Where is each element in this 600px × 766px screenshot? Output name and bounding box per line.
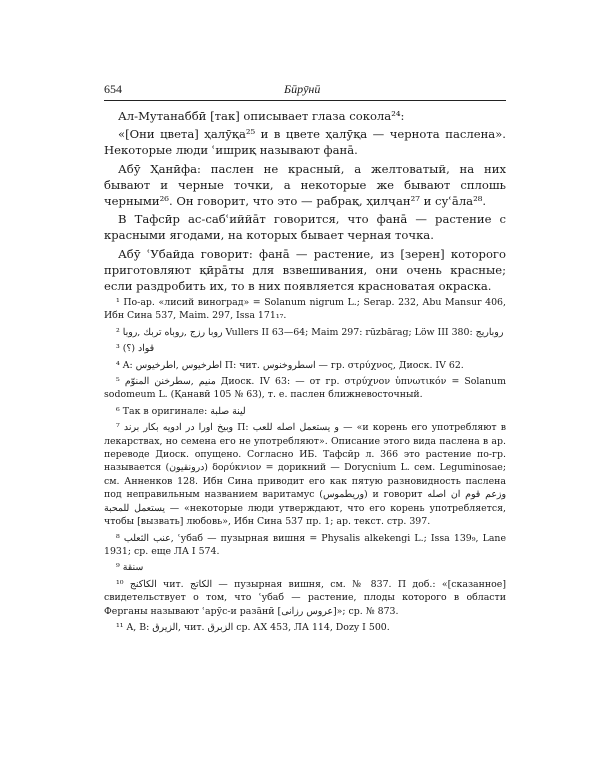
running-title: Бӣрӯнӣ [284, 82, 321, 96]
footnote: ¹¹ A, B: الزيرق, чит. الزبرق ср. АХ 453, ЛА 114, Dozy I 500. [116, 621, 390, 633]
paragraph: Абӯ Ҳанӣфа: паслен не красный, а желтоватый, на них бывают и черные точки, а некоторые же бывают сплошь черными²⁶. Он говорит, что это — рабрақ, ҳилҷан²⁷ и суʿāла²⁸. [104, 161, 506, 209]
footnote: ² روبا رزج ,روباه تربك ,روبا Vullers II 63—64; Maim 297: rūzbārag; Löw III 380: روباريج [116, 326, 504, 338]
footnote: ³ قواد (؟) [116, 343, 155, 355]
paragraph: Ал-Мутанаббӣ [так] описывает глаза сокола²⁴: [118, 109, 405, 123]
footnote: ⁸ عنب الثعلب, ʿубаб — пузырная вишня = Physalis alkekengi L.; Issa 139₉, Lane 1931; ср. еще ЛА I 574. [104, 532, 506, 557]
paragraph: «[Они цвета] ҳалӯқа²⁵ и в цвете ҳалӯқа — чернота паслена». Некоторые люди ʿишриқ называют фанā. [104, 127, 506, 158]
footnote: ⁴ A: اطرخيوس ,اطرخيوس П: чит. اسطروخنوس — гр. στρύχνος, Диоск. IV 62. [116, 359, 464, 371]
footnote: ⁷ وبيخ اورا در ادويه بكار برند П: و يستعمل اصله للعب — «и корень его употребляют в лекарствах, но семена его не употребляют». Описание этого вида паслена в ар. переводе Диоск. опущено. Согласно ИБ. Тафсӣр л. 366 это растение по-гр. называется (درونقيون) δορύκνιον = дорикний — Dorycnium L. сем. Leguminosae; см. Анненков 128. Ибн Сина приводит его как пятую разновидность паслена под неправильным названием варитамус (وريطموس) и говорит وزعم قوم ان اصله يستعمل للمحبة — «некоторые люди утверждают, что его корень употребляется, чтобы [вызвать] любовь», Ибн Сина 537 пр. 1; ар. текст. стр. 397. [104, 422, 507, 528]
footnote: ¹ По-ар. «лисий виноград» = Solanum nigrum L.; Serap. 232, Abu Mansur 406, Ибн Сина 537, Maim. 297, Issa 171₁₇. [104, 297, 506, 322]
footnotes [104, 296, 506, 637]
footnote: ¹⁰ الكاكنج чит. الكاتج — пузырная вишня, см. № 837. П доб.: «[сказанное] свидетельствует о том, что ʿубаб — растение, плоды которого в области Ферганы называют ʿарӯс-и разāнӣ [عروس رزانى]»; ср. № 873. [104, 578, 506, 617]
paragraph: Абӯ ʿУбайда говорит: фанā — растение, из [зерен] которого приготовляют қӣрāты для взвешивания, они очень красные; если раздробить их, то в них появляется красноватая окраска. [104, 246, 506, 294]
page-number: 654 [104, 82, 122, 96]
footnote: ⁶ Так в оригинале: لينة صلبة [116, 405, 246, 417]
footnote: ⁹ سنقة [116, 562, 144, 574]
page-header [104, 80, 506, 101]
main-text [104, 108, 506, 296]
footnote: ⁵ منيم ,سطرخنن المنوّم Диоск. IV 63: — от гр. στρύχνον ὑπνωτικόν = Solanum sodomeum L. (Қанавӣ 105 № 63), т. е. паслен ближневосточный. [104, 376, 506, 401]
paragraph: В Тафсӣр ас-сабʿиййāт говорится, что фанā — растение с красными ягодами, на которых бывает черная точка. [104, 212, 506, 243]
